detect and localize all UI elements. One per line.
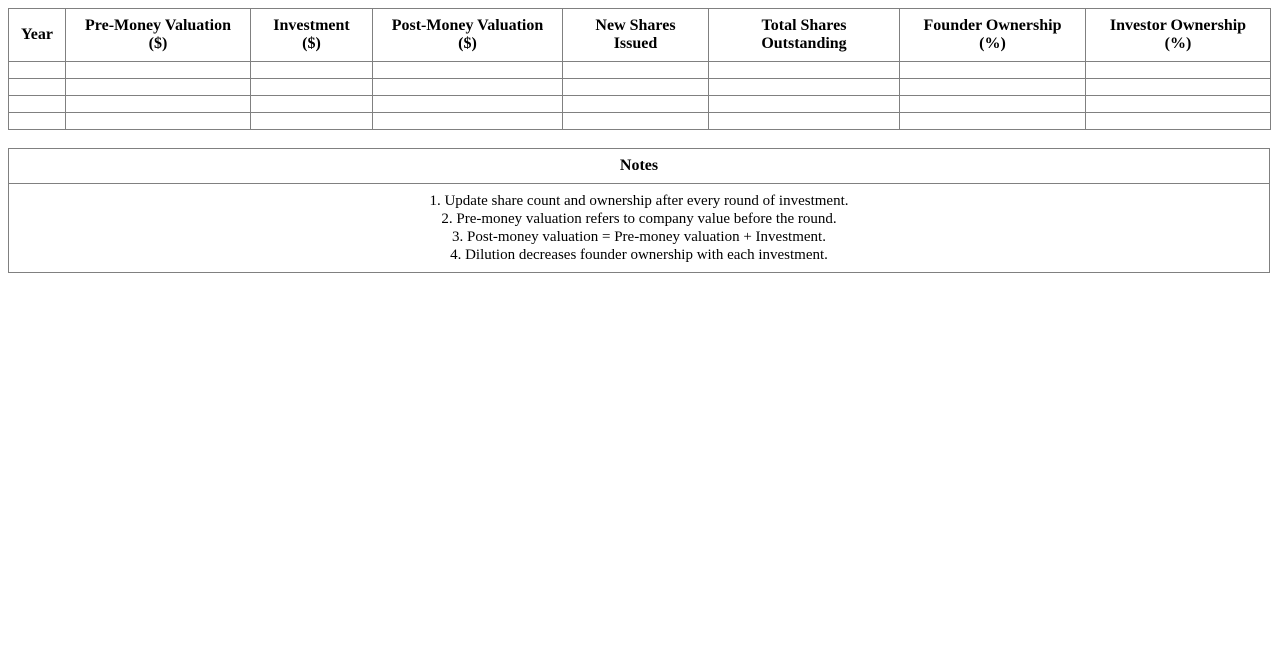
table-cell[interactable] — [373, 79, 563, 96]
table-cell[interactable] — [251, 113, 373, 130]
cap-table — [8, 8, 1271, 130]
table-cell[interactable] — [900, 79, 1086, 96]
table-cell[interactable] — [251, 96, 373, 113]
table-cell[interactable] — [251, 62, 373, 79]
table-cell[interactable] — [1086, 96, 1271, 113]
note-item: 2. Pre-money valuation refers to company value before the round. — [441, 211, 837, 227]
table-cell[interactable] — [900, 62, 1086, 79]
table-cell[interactable] — [563, 113, 709, 130]
table-cell[interactable] — [709, 113, 900, 130]
table-cell[interactable] — [709, 62, 900, 79]
cap-table-header-row — [9, 9, 1271, 62]
table-cell[interactable] — [709, 79, 900, 96]
notes-body-row — [9, 184, 1270, 273]
column-header-post-money-valuation: Post-Money Valuation ($) — [373, 9, 563, 62]
table-cell[interactable] — [66, 62, 251, 79]
table-cell[interactable] — [66, 113, 251, 130]
column-header-new-shares-issued: New Shares Issued — [563, 9, 709, 62]
notes-body — [9, 184, 1270, 273]
table-cell[interactable] — [900, 113, 1086, 130]
table-cell[interactable] — [373, 113, 563, 130]
table-cell[interactable] — [66, 96, 251, 113]
table-row — [9, 62, 1271, 79]
table-cell[interactable] — [900, 96, 1086, 113]
note-item: 4. Dilution decreases founder ownership with each investment. — [450, 247, 828, 263]
table-cell[interactable] — [563, 96, 709, 113]
table-cell[interactable] — [373, 96, 563, 113]
table-cell[interactable] — [9, 79, 66, 96]
table-cell[interactable] — [709, 96, 900, 113]
table-row — [9, 96, 1271, 113]
table-row — [9, 79, 1271, 96]
table-cell[interactable] — [9, 96, 66, 113]
table-cell[interactable] — [1086, 113, 1271, 130]
notes-title: Notes — [9, 149, 1270, 184]
table-cell[interactable] — [9, 62, 66, 79]
notes-header-row — [9, 149, 1270, 184]
table-cell[interactable] — [66, 79, 251, 96]
table-cell[interactable] — [563, 79, 709, 96]
table-cell[interactable] — [251, 79, 373, 96]
table-row — [9, 113, 1271, 130]
note-item: 3. Post-money valuation = Pre-money valuation + Investment. — [452, 229, 826, 245]
column-header-total-shares-outstanding: Total Shares Outstanding — [709, 9, 900, 62]
column-header-investor-ownership: Investor Ownership (%) — [1086, 9, 1271, 62]
column-header-founder-ownership: Founder Ownership (%) — [900, 9, 1086, 62]
table-cell[interactable] — [1086, 79, 1271, 96]
table-cell[interactable] — [563, 62, 709, 79]
table-cell[interactable] — [373, 62, 563, 79]
column-header-investment: Investment ($) — [251, 9, 373, 62]
table-cell[interactable] — [9, 113, 66, 130]
column-header-pre-money-valuation: Pre-Money Valuation ($) — [66, 9, 251, 62]
note-item: 1. Update share count and ownership after every round of investment. — [429, 193, 849, 209]
column-header-year: Year — [9, 9, 66, 62]
notes-table — [8, 148, 1270, 273]
table-cell[interactable] — [1086, 62, 1271, 79]
